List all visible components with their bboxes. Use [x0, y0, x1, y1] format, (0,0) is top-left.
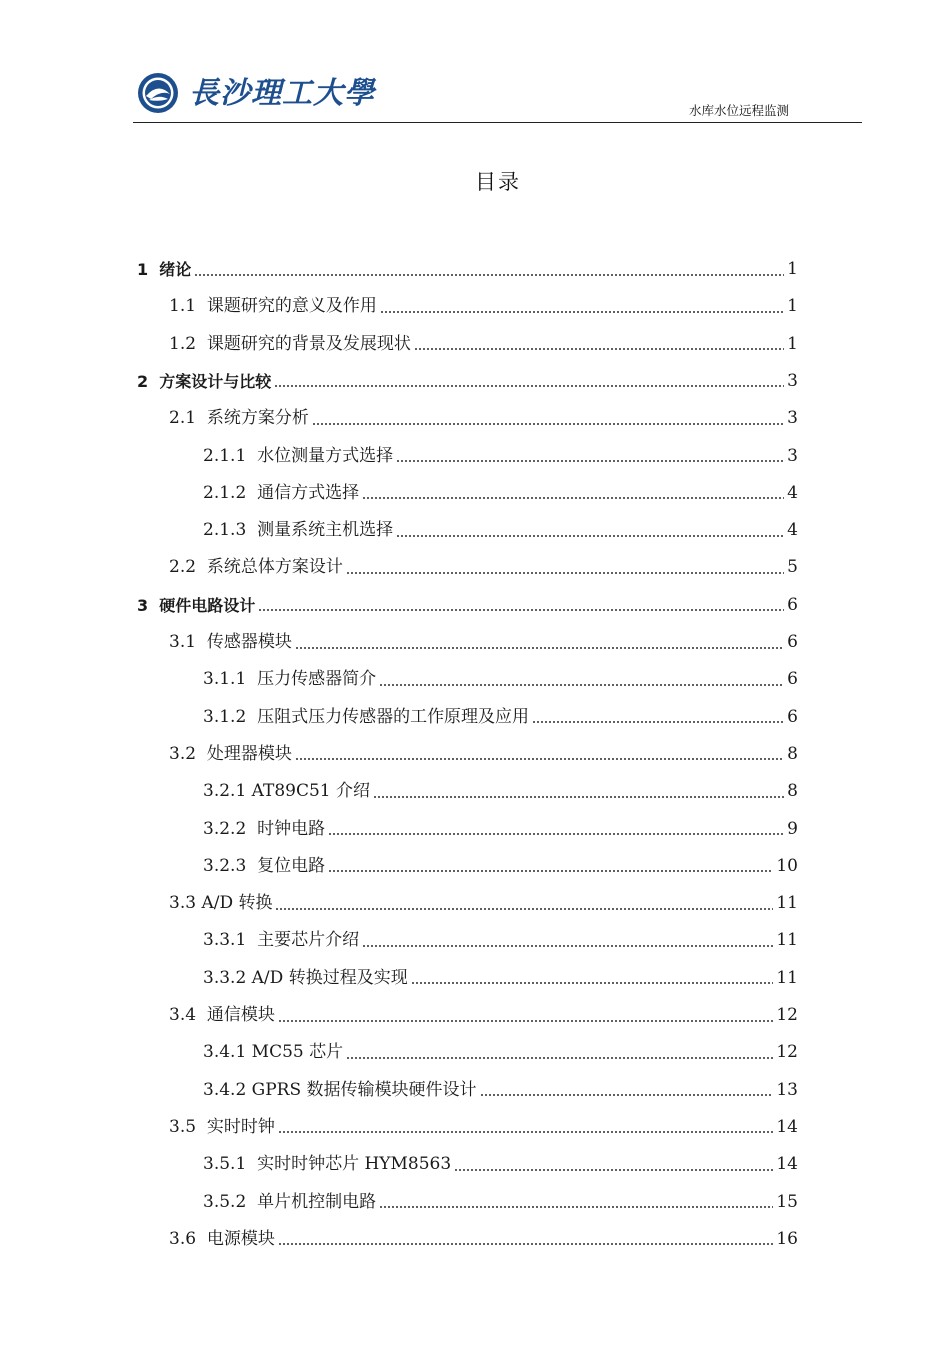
- toc-dot-leader: [396, 523, 784, 539]
- toc-dot-leader: [346, 1045, 773, 1061]
- toc-entry[interactable]: [203, 699, 798, 736]
- toc-entry[interactable]: [169, 736, 798, 773]
- toc-dot-leader: [454, 1157, 773, 1173]
- toc-dot-leader: [411, 970, 774, 986]
- toc-dot-leader: [362, 485, 784, 501]
- toc-entry-page-number: 9: [787, 818, 798, 839]
- toc-entry-page-number: 11: [776, 930, 798, 951]
- toc-entry-label: 1.1 课题研究的意义及作用: [169, 296, 377, 317]
- toc-entry[interactable]: [169, 624, 798, 661]
- toc-dot-leader: [328, 821, 784, 837]
- toc-dot-leader: [379, 1194, 773, 1210]
- toc-entry[interactable]: [137, 363, 798, 400]
- toc-dot-leader: [480, 1082, 774, 1098]
- toc-dot-leader: [258, 597, 784, 613]
- toc-dot-leader: [362, 933, 773, 949]
- toc-entry[interactable]: [203, 811, 798, 848]
- toc-entry[interactable]: [203, 1184, 798, 1221]
- toc-entry[interactable]: [203, 773, 798, 810]
- toc-entry-label: 1.2 课题研究的背景及发展现状: [169, 333, 411, 354]
- toc-entry-label: 3.3 A/D 转换: [169, 893, 273, 914]
- toc-dot-leader: [295, 635, 784, 651]
- toc-entry-label: 3.2.2 时钟电路: [203, 818, 326, 839]
- toc-entry-label: 2.2 系统总体方案设计: [169, 557, 343, 578]
- toc-dot-leader: [379, 672, 784, 688]
- toc-entry-page-number: 16: [776, 1228, 798, 1249]
- toc-dot-leader: [278, 1008, 774, 1024]
- toc-entry-label: 2.1.3 测量系统主机选择: [203, 520, 394, 541]
- toc-entry-page-number: 11: [776, 967, 798, 988]
- toc-dot-leader: [346, 560, 784, 576]
- toc-dot-leader: [295, 746, 784, 762]
- page-header: [133, 70, 862, 123]
- toc-entry[interactable]: [203, 922, 798, 959]
- toc-entry-label: 3.2 处理器模块: [169, 743, 292, 764]
- toc-entry[interactable]: [203, 1034, 798, 1071]
- toc-entry-label: 3.4 通信模块: [169, 1005, 275, 1025]
- toc-entry-page-number: 11: [776, 893, 798, 914]
- toc-entry-page-number: 6: [787, 632, 798, 652]
- toc-entry[interactable]: [203, 512, 798, 549]
- toc-entry[interactable]: [169, 549, 798, 586]
- page-title: 目录: [475, 170, 521, 194]
- toc-dot-leader: [278, 1119, 774, 1135]
- toc-entry[interactable]: [137, 587, 798, 624]
- toc-entry[interactable]: [203, 848, 798, 885]
- toc-entry[interactable]: [169, 288, 798, 325]
- toc-entry-label: 3.1 传感器模块: [169, 632, 292, 652]
- running-header-title: 水库水位远程监测: [688, 103, 789, 118]
- toc-entry-page-number: 3: [787, 445, 798, 466]
- toc-entry[interactable]: [169, 400, 798, 437]
- toc-dot-leader: [274, 373, 784, 389]
- toc-entry-label: 3.5.2 单片机控制电路: [203, 1191, 377, 1212]
- toc-entry-label: 1 绪论: [137, 260, 192, 279]
- toc-entry-page-number: 14: [776, 1116, 798, 1137]
- toc-entry-page-number: 13: [776, 1079, 798, 1100]
- toc-entry[interactable]: [169, 997, 798, 1034]
- toc-entry[interactable]: [203, 960, 798, 997]
- toc-entry-label: 3.4.2 GPRS 数据传输模块硬件设计: [203, 1079, 477, 1100]
- toc-dot-leader: [278, 1231, 774, 1247]
- toc-entry-label: 3.1.2 压阻式压力传感器的工作原理及应用: [203, 706, 530, 727]
- university-seal-icon: [137, 72, 179, 114]
- toc-entry[interactable]: [203, 1146, 798, 1183]
- toc-dot-leader: [312, 411, 784, 427]
- toc-entry[interactable]: [203, 661, 798, 698]
- toc-entry-page-number: 1: [787, 259, 798, 279]
- toc-entry[interactable]: [203, 475, 798, 512]
- toc-entry-page-number: 5: [787, 557, 798, 578]
- toc-entry-label: 3.6 电源模块: [169, 1228, 275, 1249]
- toc-dot-leader: [275, 896, 773, 912]
- toc-entry-page-number: 10: [776, 855, 798, 876]
- toc-entry-page-number: 12: [776, 1042, 798, 1063]
- toc-entry-label: 2.1 系统方案分析: [169, 408, 309, 429]
- toc-entry-label: 3.1.1 压力传感器简介: [203, 669, 377, 690]
- toc-entry-label: 2 方案设计与比较: [137, 371, 272, 391]
- toc-entry-label: 3.4.1 MC55 芯片: [203, 1042, 344, 1063]
- toc-entry-page-number: 3: [787, 408, 798, 429]
- toc-dot-leader: [373, 784, 784, 800]
- toc-dot-leader: [396, 448, 784, 464]
- toc-dot-leader: [414, 336, 784, 352]
- toc-entry-label: 2.1.2 通信方式选择: [203, 482, 360, 503]
- toc-entry[interactable]: [169, 1109, 798, 1146]
- toc-entry-page-number: 1: [787, 296, 798, 317]
- toc-entry-label: 3.5 实时时钟: [169, 1116, 275, 1137]
- toc-entry-page-number: 12: [776, 1005, 798, 1025]
- toc-dot-leader: [194, 262, 784, 278]
- toc-entry-page-number: 3: [787, 370, 798, 391]
- toc-entry-page-number: 1: [787, 333, 798, 354]
- toc-entry[interactable]: [203, 1072, 798, 1109]
- toc-entry[interactable]: [169, 326, 798, 363]
- toc-entry-page-number: 8: [787, 743, 798, 764]
- toc-entry[interactable]: [203, 438, 798, 475]
- toc-entry-page-number: 6: [787, 706, 798, 727]
- toc-dot-leader: [532, 709, 784, 725]
- toc-entry[interactable]: [137, 251, 798, 288]
- toc-entry-page-number: 14: [776, 1154, 798, 1175]
- toc-entry-page-number: 15: [776, 1191, 798, 1212]
- toc-entry-label: 2.1.1 水位测量方式选择: [203, 445, 394, 466]
- toc-entry-label: 3.2.3 复位电路: [203, 855, 326, 876]
- toc-entry-label: 3.5.1 实时时钟芯片 HYM8563: [203, 1154, 452, 1175]
- toc-entry-label: 3 硬件电路设计: [137, 595, 256, 615]
- university-name-logo: 長沙理工大學: [189, 76, 375, 111]
- toc-entry[interactable]: [169, 1221, 798, 1258]
- toc-entry-page-number: 4: [787, 520, 798, 541]
- toc-entry-page-number: 8: [787, 781, 798, 802]
- toc-entry-page-number: 6: [787, 594, 798, 615]
- toc-dot-leader: [328, 858, 773, 874]
- toc-entry-label: 3.3.2 A/D 转换过程及实现: [203, 967, 408, 988]
- toc-entry-label: 3.3.1 主要芯片介绍: [203, 930, 360, 951]
- toc-dot-leader: [380, 299, 784, 315]
- toc-entry-label: 3.2.1 AT89C51 介绍: [203, 781, 371, 802]
- toc-entry[interactable]: [169, 885, 798, 922]
- toc-entry-page-number: 6: [787, 669, 798, 690]
- toc-entry-page-number: 4: [787, 482, 798, 503]
